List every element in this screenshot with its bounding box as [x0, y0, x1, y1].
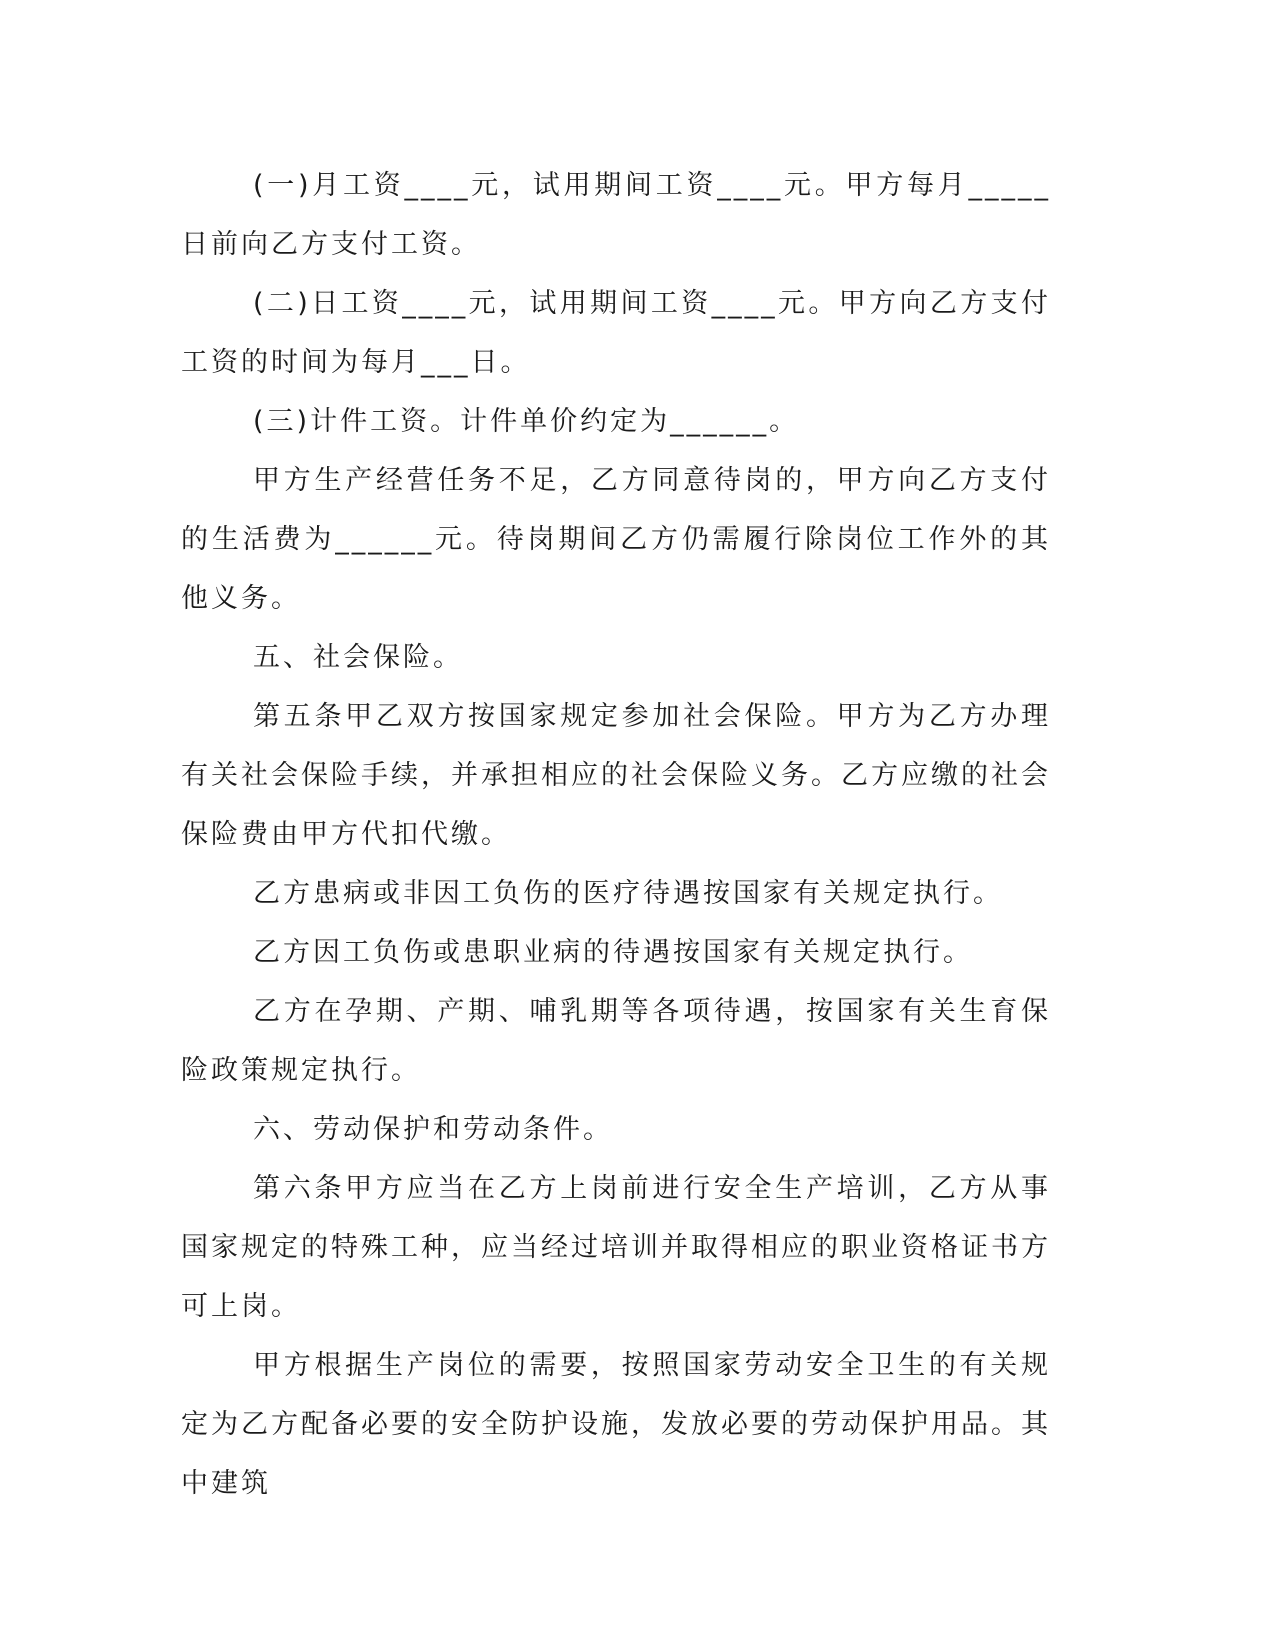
paragraph-safety-equipment: 甲方根据生产岗位的需要，按照国家劳动安全卫生的有关规定为乙方配备必要的安全防护设施，发放必要的劳动保护用品。其中建筑 — [181, 1350, 1051, 1499]
paragraph-illness-treatment: 乙方患病或非因工负伤的医疗待遇按国家有关规定执行。 — [253, 878, 1003, 909]
paragraph-wage-daily: (二)日工资____元，试用期间工资____元。甲方向乙方支付工资的时间为每月___日。 — [181, 288, 1051, 378]
document-body — [181, 156, 1051, 1513]
paragraph-maternity: 乙方在孕期、产期、哺乳期等各项待遇，按国家有关生育保险政策规定执行。 — [181, 996, 1051, 1086]
paragraph-wage-piecework: (三)计件工资。计件单价约定为______。 — [253, 406, 800, 437]
section-heading-labor-protection: 六、劳动保护和劳动条件。 — [253, 1114, 613, 1145]
paragraph-article-5: 第五条甲乙双方按国家规定参加社会保险。甲方为乙方办理有关社会保险手续，并承担相应的社会保险义务。乙方应缴的社会保险费由甲方代扣代缴。 — [181, 701, 1051, 850]
paragraph-wage-monthly: (一)月工资____元，试用期间工资____元。甲方每月_____日前向乙方支付工资。 — [181, 170, 1051, 260]
paragraph-work-injury: 乙方因工负伤或患职业病的待遇按国家有关规定执行。 — [253, 937, 973, 968]
paragraph-article-6: 第六条甲方应当在乙方上岗前进行安全生产培训，乙方从事国家规定的特殊工种，应当经过培训并取得相应的职业资格证书方可上岗。 — [181, 1173, 1051, 1322]
section-heading-social-insurance: 五、社会保险。 — [253, 642, 463, 673]
paragraph-standby-allowance: 甲方生产经营任务不足，乙方同意待岗的，甲方向乙方支付的生活费为______元。待岗期间乙方仍需履行除岗位工作外的其他义务。 — [181, 465, 1051, 614]
